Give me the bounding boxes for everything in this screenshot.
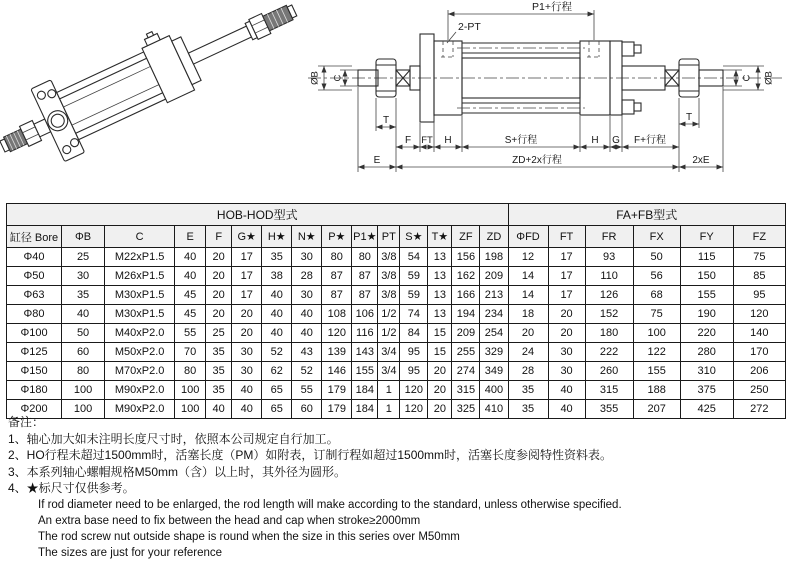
table-cell: 280 <box>680 343 733 362</box>
table-cell: 52 <box>292 362 322 381</box>
column-header: G★ <box>232 226 262 248</box>
table-cell: 220 <box>680 324 733 343</box>
table-cell: 274 <box>452 362 480 381</box>
table-cell: 400 <box>480 381 508 400</box>
table-cell: 20 <box>508 324 548 343</box>
table-cell: 87 <box>352 267 378 286</box>
table-cell: Φ125 <box>7 343 62 362</box>
table-cell: 35 <box>262 248 292 267</box>
table-cell: 120 <box>322 324 352 343</box>
table-cell: 40 <box>292 324 322 343</box>
table-cell: 35 <box>62 286 105 305</box>
table-cell: 20 <box>232 324 262 343</box>
column-header: T★ <box>428 226 452 248</box>
column-header: FY <box>680 226 733 248</box>
table-cell: 17 <box>232 286 262 305</box>
table-cell: 310 <box>680 362 733 381</box>
table-cell: Φ40 <box>7 248 62 267</box>
table-cell: 1/2 <box>378 324 400 343</box>
table-cell: M22xP1.5 <box>105 248 175 267</box>
column-header: C <box>105 226 175 248</box>
table-cell: 156 <box>452 248 480 267</box>
notes-section <box>8 414 786 561</box>
table-cell: 17 <box>232 248 262 267</box>
table-cell: 14 <box>508 267 548 286</box>
table-cell: 207 <box>633 400 680 419</box>
table-cell: 20 <box>428 400 452 419</box>
table-cell: 30 <box>548 362 585 381</box>
table-cell: 140 <box>733 324 785 343</box>
table-cell: 20 <box>428 362 452 381</box>
table-cell: M26xP1.5 <box>105 267 175 286</box>
table-row <box>7 286 786 305</box>
column-header: ZF <box>452 226 480 248</box>
table-cell: 95 <box>733 286 785 305</box>
table-row <box>7 381 786 400</box>
table-cell: 17 <box>548 267 585 286</box>
table-cell: 179 <box>322 381 352 400</box>
table-cell: M50xP2.0 <box>105 343 175 362</box>
table-cell: 188 <box>633 381 680 400</box>
column-header: PT <box>378 226 400 248</box>
table-cell: 349 <box>480 362 508 381</box>
table-cell: 35 <box>508 381 548 400</box>
table-cell: 116 <box>352 324 378 343</box>
table-cell: 100 <box>175 381 206 400</box>
table-cell: 60 <box>62 343 105 362</box>
table-cell: 272 <box>733 400 785 419</box>
table-cell: 68 <box>633 286 680 305</box>
table-cell: 30 <box>292 248 322 267</box>
table-cell: 45 <box>175 286 206 305</box>
table-cell: 100 <box>633 324 680 343</box>
column-header: P★ <box>322 226 352 248</box>
table-cell: 315 <box>585 381 633 400</box>
table-cell: 255 <box>452 343 480 362</box>
notes-title: 备注： <box>8 415 45 429</box>
table-cell: 93 <box>585 248 633 267</box>
table-row <box>7 362 786 381</box>
table-cell: 425 <box>680 400 733 419</box>
column-header: FZ <box>733 226 785 248</box>
table-cell: 87 <box>322 286 352 305</box>
table-cell: 166 <box>452 286 480 305</box>
table-cell: 1 <box>378 400 400 419</box>
table-group-header: FA+FB型式 <box>508 204 785 226</box>
table-cell: 20 <box>428 381 452 400</box>
dim-label-2xe: 2xE <box>692 155 710 166</box>
table-cell: 35 <box>206 381 232 400</box>
table-cell: 84 <box>400 324 428 343</box>
table-cell: 45 <box>175 305 206 324</box>
dim-label-p1-stroke: P1+行程 <box>532 1 572 13</box>
table-cell: 139 <box>322 343 352 362</box>
table-cell: 62 <box>262 362 292 381</box>
table-cell: 180 <box>585 324 633 343</box>
dim-label-port: 2-PT <box>458 21 481 33</box>
note-line-cn: 1、轴心加大如未注明长度尺寸时，依照本公司规定自行加工。 <box>8 431 339 446</box>
table-cell: 25 <box>62 248 105 267</box>
table-cell: 65 <box>262 400 292 419</box>
table-cell: 52 <box>262 343 292 362</box>
column-header: FT <box>548 226 585 248</box>
table-cell: 59 <box>400 267 428 286</box>
table-cell: 35 <box>206 343 232 362</box>
table-cell: 100 <box>175 400 206 419</box>
table-cell: 254 <box>480 324 508 343</box>
table-cell: 85 <box>733 267 785 286</box>
table-cell: 152 <box>585 305 633 324</box>
table-cell: Φ200 <box>7 400 62 419</box>
dimension-table <box>6 203 786 419</box>
table-row <box>7 324 786 343</box>
table-cell: 14 <box>508 286 548 305</box>
column-header: FR <box>585 226 633 248</box>
column-header: ZD <box>480 226 508 248</box>
table-cell: 30 <box>232 362 262 381</box>
table-cell: 20 <box>206 267 232 286</box>
table-cell: Φ50 <box>7 267 62 286</box>
table-cell: 17 <box>232 267 262 286</box>
note-line-en: An extra base need to fix between the head and cap when stroke≥2000mm <box>38 514 421 527</box>
table-cell: 75 <box>633 305 680 324</box>
note-line-en: The sizes are just for your reference <box>38 546 223 559</box>
table-cell: 40 <box>262 324 292 343</box>
table-cell: 120 <box>733 305 785 324</box>
table-cell: 1 <box>378 381 400 400</box>
dim-label-g: G <box>612 135 620 146</box>
dim-label-ft: FT <box>421 135 433 146</box>
table-cell: 70 <box>175 343 206 362</box>
table-cell: 15 <box>428 324 452 343</box>
table-cell: 74 <box>400 305 428 324</box>
table-cell: 150 <box>680 267 733 286</box>
table-cell: 12 <box>508 248 548 267</box>
column-header: ΦFD <box>508 226 548 248</box>
table-cell: 65 <box>262 381 292 400</box>
table-cell: 43 <box>292 343 322 362</box>
table-cell: 375 <box>680 381 733 400</box>
table-cell: 213 <box>480 286 508 305</box>
table-cell: 80 <box>322 248 352 267</box>
table-cell: 155 <box>352 362 378 381</box>
table-row <box>7 305 786 324</box>
table-cell: 56 <box>633 267 680 286</box>
table-cell: 30 <box>292 286 322 305</box>
dim-label-t-right: T <box>685 112 693 123</box>
table-cell: 3/8 <box>378 286 400 305</box>
table-cell: 40 <box>262 286 292 305</box>
dim-label-h-left: H <box>444 135 452 146</box>
dim-label-diaB-right: ØB <box>763 71 775 85</box>
dim-label-f: F <box>404 135 412 146</box>
table-cell: M40xP2.0 <box>105 324 175 343</box>
table-cell: 40 <box>206 400 232 419</box>
column-header: P1★ <box>352 226 378 248</box>
table-cell: Φ180 <box>7 381 62 400</box>
table-cell: 100 <box>62 381 105 400</box>
dim-label-e: E <box>373 155 381 166</box>
note-line-cn: 3、本系列轴心螺帽规格M50mm（含）以上时，其外径为圆形。 <box>8 464 347 479</box>
table-cell: 108 <box>322 305 352 324</box>
table-cell: 325 <box>452 400 480 419</box>
table-cell: 106 <box>352 305 378 324</box>
table-cell: 115 <box>680 248 733 267</box>
column-header: E <box>175 226 206 248</box>
table-cell: 355 <box>585 400 633 419</box>
table-cell: 194 <box>452 305 480 324</box>
table-cell: 20 <box>206 248 232 267</box>
table-cell: 184 <box>352 381 378 400</box>
table-cell: 24 <box>508 343 548 362</box>
table-group-header: HOB-HOD型式 <box>7 204 509 226</box>
notes-english <box>38 497 786 561</box>
table-cell: 54 <box>400 248 428 267</box>
table-cell: 40 <box>62 305 105 324</box>
column-header: N★ <box>292 226 322 248</box>
table-cell: 184 <box>352 400 378 419</box>
table-row <box>7 248 786 267</box>
cylinder-dimension-drawing <box>300 0 790 196</box>
table-cell: 3/4 <box>378 343 400 362</box>
table-cell: 162 <box>452 267 480 286</box>
table-cell: 198 <box>480 248 508 267</box>
table-cell: 13 <box>428 286 452 305</box>
table-cell: 28 <box>508 362 548 381</box>
table-cell: 40 <box>548 400 585 419</box>
table-cell: 60 <box>292 400 322 419</box>
table-cell: 25 <box>206 324 232 343</box>
table-cell: 222 <box>585 343 633 362</box>
cylinder-isometric-drawing <box>0 0 300 196</box>
table-cell: 100 <box>62 400 105 419</box>
table-cell: 17 <box>548 286 585 305</box>
table-cell: 95 <box>400 343 428 362</box>
table-cell: 20 <box>206 286 232 305</box>
table-cell: 18 <box>508 305 548 324</box>
table-cell: 1/2 <box>378 305 400 324</box>
table-cell: 30 <box>548 343 585 362</box>
notes-chinese <box>8 431 786 497</box>
note-line-cn: 4、★标尺寸仅供参考。 <box>8 481 135 495</box>
note-line-cn: 2、HO行程未超过1500mm时，活塞长度（PM）如附表，订制行程如超过1500mm时，活塞长度参阅特性资料表。 <box>8 448 613 462</box>
table-cell: M90xP2.0 <box>105 381 175 400</box>
table-cell: M70xP2.0 <box>105 362 175 381</box>
dim-label-c-right: C <box>741 74 753 82</box>
table-row <box>7 267 786 286</box>
table-cell: 3/8 <box>378 248 400 267</box>
table-cell: 35 <box>508 400 548 419</box>
table-cell: 80 <box>352 248 378 267</box>
table-cell: 59 <box>400 286 428 305</box>
table-cell: 3/8 <box>378 267 400 286</box>
table-cell: 179 <box>322 400 352 419</box>
table-cell: 143 <box>352 343 378 362</box>
table-cell: 209 <box>452 324 480 343</box>
table-cell: 120 <box>400 400 428 419</box>
table-cell: 190 <box>680 305 733 324</box>
table-cell: Φ100 <box>7 324 62 343</box>
table-cell: Φ63 <box>7 286 62 305</box>
table-cell: 126 <box>585 286 633 305</box>
table-cell: 28 <box>292 267 322 286</box>
table-cell: 95 <box>400 362 428 381</box>
table-cell: 38 <box>262 267 292 286</box>
table-cell: 40 <box>232 381 262 400</box>
column-header: S★ <box>400 226 428 248</box>
table-cell: 87 <box>322 267 352 286</box>
table-cell: 87 <box>352 286 378 305</box>
table-cell: 80 <box>175 362 206 381</box>
column-header: FX <box>633 226 680 248</box>
table-cell: 50 <box>62 324 105 343</box>
table-cell: M90xP2.0 <box>105 400 175 419</box>
table-cell: 40 <box>262 305 292 324</box>
dim-label-zd-stroke: ZD+2x行程 <box>512 155 562 166</box>
table-cell: 110 <box>585 267 633 286</box>
table-cell: 40 <box>232 400 262 419</box>
table-cell: 170 <box>733 343 785 362</box>
table-cell: 122 <box>633 343 680 362</box>
table-cell: 30 <box>62 267 105 286</box>
column-header: ΦB <box>62 226 105 248</box>
table-cell: 120 <box>400 381 428 400</box>
dim-label-h-right: H <box>591 135 599 146</box>
table-cell: 206 <box>733 362 785 381</box>
table-cell: 13 <box>428 267 452 286</box>
table-cell: 13 <box>428 248 452 267</box>
table-cell: 250 <box>733 381 785 400</box>
table-cell: 20 <box>206 305 232 324</box>
table-cell: 155 <box>633 362 680 381</box>
table-cell: 40 <box>175 248 206 267</box>
table-cell: 40 <box>175 267 206 286</box>
column-header: F <box>206 226 232 248</box>
table-cell: 40 <box>548 381 585 400</box>
dim-label-diaB-left: ØB <box>309 71 321 85</box>
table-cell: 209 <box>480 267 508 286</box>
table-cell: 3/4 <box>378 362 400 381</box>
table-cell: 329 <box>480 343 508 362</box>
table-cell: 155 <box>680 286 733 305</box>
column-header: 缸径 Bore <box>7 226 62 248</box>
table-cell: 30 <box>232 343 262 362</box>
note-line-en: If rod diameter need to be enlarged, the rod length will make according to the standard, unless otherwise specified. <box>38 498 622 511</box>
table-cell: Φ150 <box>7 362 62 381</box>
table-row <box>7 343 786 362</box>
table-cell: 20 <box>232 305 262 324</box>
dim-label-c-left: C <box>332 74 344 82</box>
table-cell: Φ80 <box>7 305 62 324</box>
dim-label-f-stroke: F+行程 <box>634 135 666 146</box>
table-cell: 75 <box>733 248 785 267</box>
table-cell: 35 <box>206 362 232 381</box>
table-cell: 15 <box>428 343 452 362</box>
dim-label-t-left: T <box>382 115 390 126</box>
note-line-en: The rod screw nut outside shape is round when the size in this series over M50mm <box>38 530 460 543</box>
table-cell: 20 <box>548 305 585 324</box>
table-cell: 55 <box>292 381 322 400</box>
table-cell: 315 <box>452 381 480 400</box>
dim-label-s-stroke: S+行程 <box>504 135 538 146</box>
table-cell: 20 <box>548 324 585 343</box>
table-cell: 17 <box>548 248 585 267</box>
table-cell: 50 <box>633 248 680 267</box>
drawings-area <box>0 0 790 196</box>
table-cell: 234 <box>480 305 508 324</box>
table-cell: 55 <box>175 324 206 343</box>
table-cell: 410 <box>480 400 508 419</box>
table-cell: M30xP1.5 <box>105 305 175 324</box>
table-cell: 146 <box>322 362 352 381</box>
table-cell: 13 <box>428 305 452 324</box>
table-cell: 40 <box>292 305 322 324</box>
table-cell: M30xP1.5 <box>105 286 175 305</box>
column-header: H★ <box>262 226 292 248</box>
table-cell: 260 <box>585 362 633 381</box>
table-cell: 80 <box>62 362 105 381</box>
